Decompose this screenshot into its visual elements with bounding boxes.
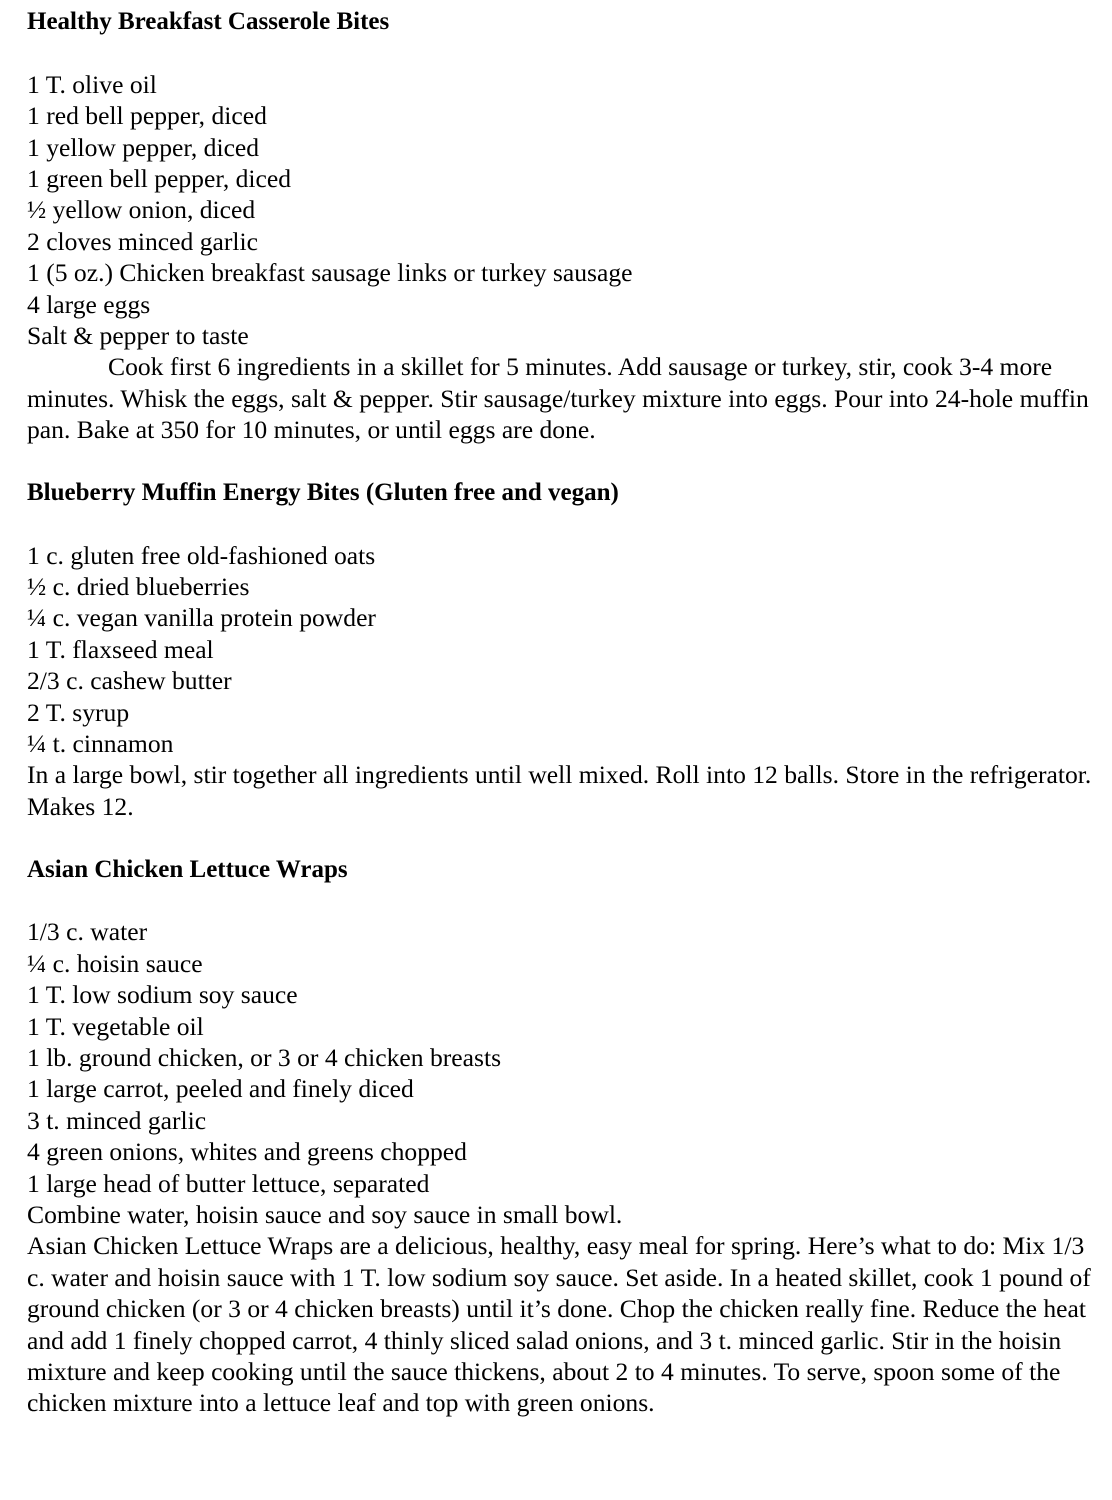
ingredient-list <box>27 916 1092 1199</box>
ingredient-item: 1 green bell pepper, diced <box>27 163 292 193</box>
spacer <box>27 37 1092 68</box>
ingredient-item: ¼ t. cinnamon <box>27 729 174 759</box>
ingredient-item: 1 yellow pepper, diced <box>27 132 260 162</box>
recipe-title: Blueberry Muffin Energy Bites (Gluten free and vegan) <box>27 478 619 506</box>
ingredient-item: 4 green onions, whites and greens chopped <box>27 1137 467 1167</box>
ingredient-item: ½ yellow onion, diced <box>27 195 256 225</box>
recipe-title: Asian Chicken Lettuce Wraps <box>27 855 348 883</box>
recipe-document <box>27 6 1092 1419</box>
spacer <box>27 508 1092 539</box>
ingredient-item: 1 large head of butter lettuce, separated <box>27 1168 430 1198</box>
recipe-asian-chicken-lettuce-wraps <box>27 854 1092 1419</box>
ingredient-item: ¼ c. hoisin sauce <box>27 948 203 978</box>
directions-paragraph: In a large bowl, stir together all ingredients until well mixed. Roll into 12 balls. Store in the refrigerator. Makes 12. <box>27 760 1092 821</box>
ingredient-item: ½ c. dried blueberries <box>27 572 250 602</box>
ingredient-item: 1 lb. ground chicken, or 3 or 4 chicken breasts <box>27 1042 502 1072</box>
ingredient-item: 1 c. gluten free old-fashioned oats <box>27 540 376 570</box>
ingredient-item: 1 red bell pepper, diced <box>27 101 267 131</box>
ingredient-item: 1 T. flaxseed meal <box>27 634 214 664</box>
ingredient-item: 1 large carrot, peeled and finely diced <box>27 1074 414 1104</box>
ingredient-list <box>27 540 1092 760</box>
spacer <box>27 446 1092 477</box>
ingredient-list <box>27 69 1092 352</box>
ingredient-item: 1/3 c. water <box>27 917 148 947</box>
ingredient-item: Salt & pepper to taste <box>27 320 249 350</box>
ingredient-item: 1 T. olive oil <box>27 69 157 99</box>
ingredient-item: 2 cloves minced garlic <box>27 226 258 256</box>
directions-paragraph: Asian Chicken Lettuce Wraps are a delicious, healthy, easy meal for spring. Here’s what to do: Mix 1/3 c. water and hoisin sauce with 1 T. low sodium soy sauce. Set aside. In a heated skillet, cook 1 pound of ground chicken (or 3 or 4 chicken breasts) until it’s done. Chop the chicken really fine. Reduce the heat and add 1 finely chopped carrot, 4 thinly sliced salad onions, and 3 t. minced garlic. Stir in the hoisin mixture and keep cooking until the sauce thickens, about 2 to 4 minutes. To serve, spoon some of the chicken mixture into a lettuce leaf and top with green onions. <box>27 1231 1091 1418</box>
spacer <box>27 885 1092 916</box>
recipe-title: Healthy Breakfast Casserole Bites <box>27 8 390 35</box>
spacer <box>27 822 1092 853</box>
ingredient-item: ¼ c. vegan vanilla protein powder <box>27 603 376 633</box>
ingredient-item: 1 (5 oz.) Chicken breakfast sausage links or turkey sausage <box>27 258 633 288</box>
directions-paragraph: Cook first 6 ingredients in a skillet for 5 minutes. Add sausage or turkey, stir, cook 3-4 more minutes. Whisk the eggs, salt & pepper. Stir sausage/turkey mixture into eggs. Pour into 24-hole muffin pan. Bake at 350 for 10 minutes, or until eggs are done. <box>27 352 1089 445</box>
recipe-breakfast-casserole-bites <box>27 6 1092 446</box>
ingredient-item: 1 T. vegetable oil <box>27 1011 204 1041</box>
ingredient-item: 2 T. syrup <box>27 697 130 727</box>
directions-paragraph: Combine water, hoisin sauce and soy sauce in small bowl. <box>27 1199 623 1229</box>
ingredient-item: 3 t. minced garlic <box>27 1105 207 1135</box>
ingredient-item: 1 T. low sodium soy sauce <box>27 980 298 1010</box>
ingredient-item: 4 large eggs <box>27 289 151 319</box>
ingredient-item: 2/3 c. cashew butter <box>27 666 232 696</box>
recipe-blueberry-muffin-energy-bites <box>27 477 1092 822</box>
